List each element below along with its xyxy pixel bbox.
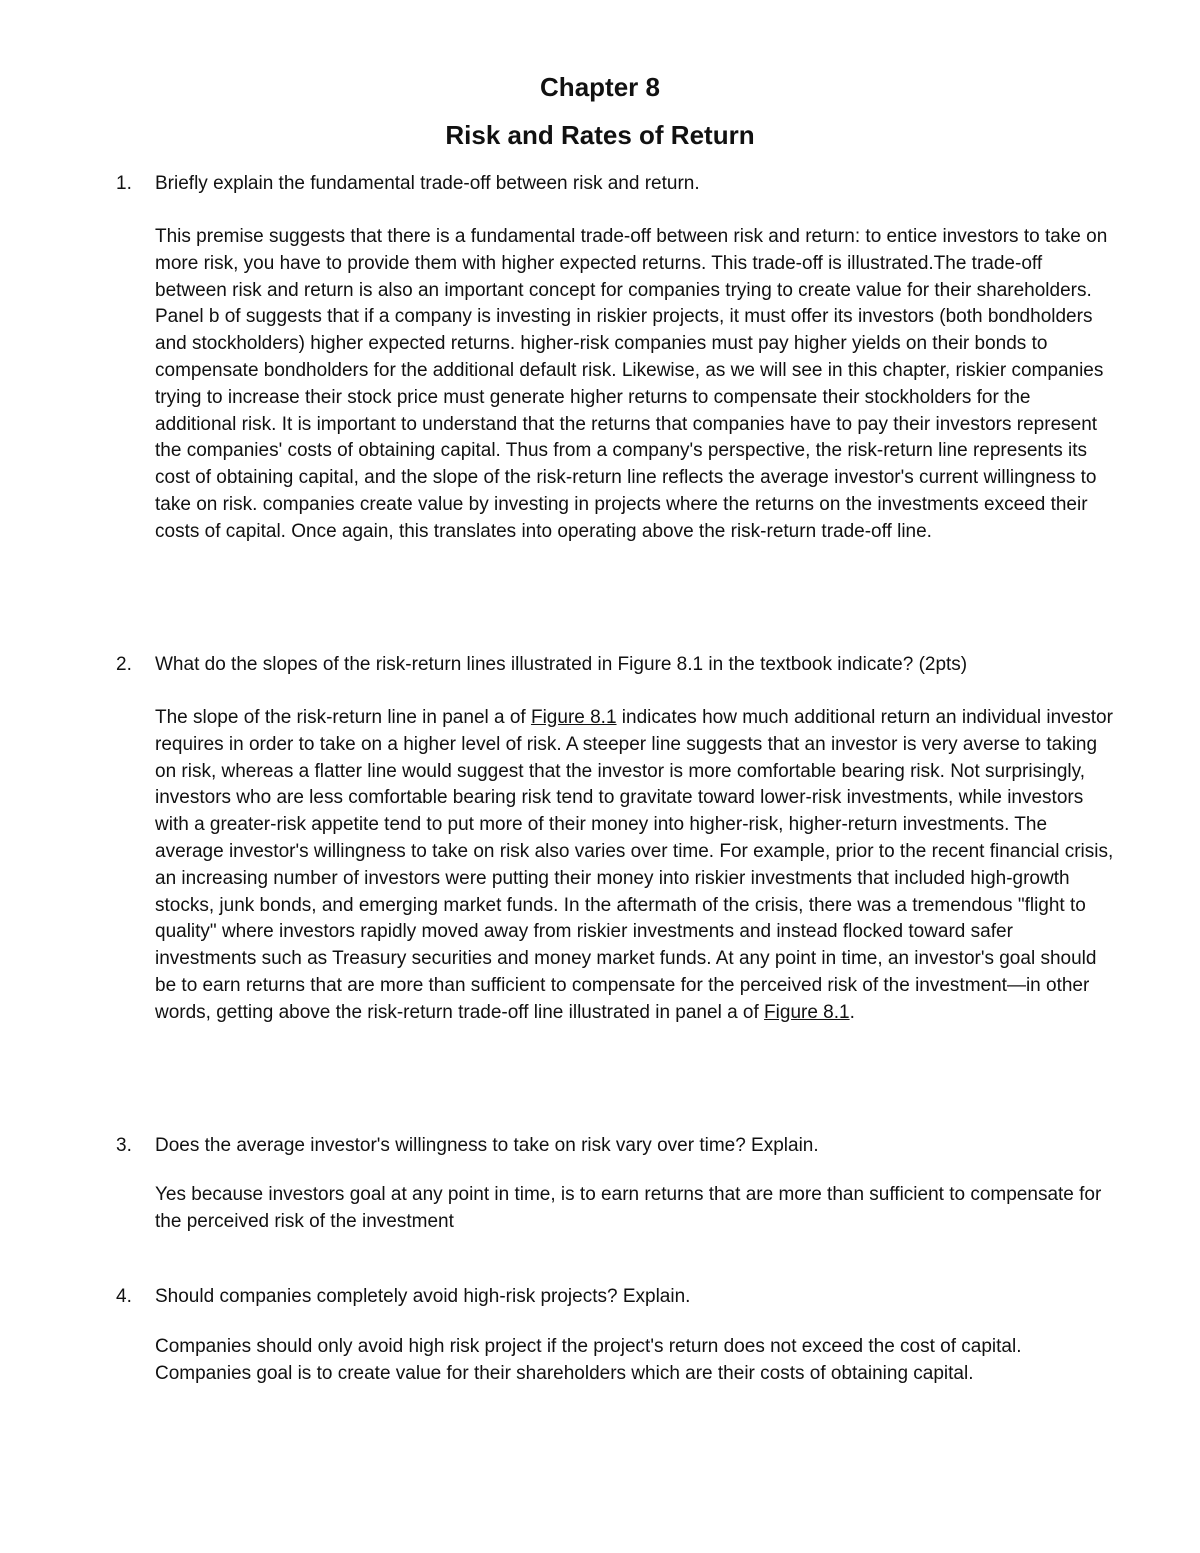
answer-text-part: indicates how much additional return an individual investor requires in order to take on a higher level of risk. A steeper line suggests that an investor is very averse to taking on risk, whereas a flatter line would suggest that the investor is more comfortable bearing risk. Not surprisingly, investors who are less comfortable bearing risk tend to gravitate toward lower-risk investments, while investors with a greater-risk appetite tend to put more of their money into higher-risk, higher-return investments. The average investor's willingness to take on risk also varies over time. For example, prior to the recent financial crisis, an increasing number of investors were putting their money into riskier investments that included high-growth stocks, junk bonds, and emerging market funds. In the aftermath of the crisis, there was a tremendous "flight to quality" where investors rapidly moved away from riskier investments and instead flocked toward safer investments such as Treasury securities and money market funds. At any point in time, an investor's goal should be to earn returns that are more than sufficient to compensate for the perceived risk of the investment—in other words, getting above the risk-return trade-off line illustrated in panel a of xyxy=(155,707,1114,1023)
question-text: What do the slopes of the risk-return lines illustrated in Figure 8.1 in the textbook indicate? (2pts) xyxy=(155,654,968,675)
question-text: Briefly explain the fundamental trade-off between risk and return. xyxy=(155,173,700,194)
question-number: 1. xyxy=(116,173,132,194)
answer-text-part: . xyxy=(849,1001,855,1023)
answer-text: Yes because investors goal at any point in time, is to earn returns that are more than sufficient to compensate for the perceived risk of the investment xyxy=(155,1184,1102,1232)
page-title: Risk and Rates of Return xyxy=(445,120,755,150)
chapter-heading: Chapter 8 xyxy=(540,72,660,102)
answer-text: Companies should only avoid high risk project if the project's return does not exceed the cost of capital. Companies goal is to create value for their shareholders which are their costs of obtaining capital. xyxy=(155,1336,1022,1384)
question-number: 2. xyxy=(116,654,132,675)
figure-8-1-link[interactable]: Figure 8.1 xyxy=(530,707,617,728)
question-number: 4. xyxy=(116,1286,132,1307)
answer-text: This premise suggests that there is a fundamental trade-off between risk and return: to entice investors to take on more risk, you have to provide them with higher expected returns. This trade-off is illustrated.The trade-off between risk and return is also an important concept for companies trying to create value for their shareholders. Panel b of suggests that if a company is investing in riskier projects, it must offer its investors (both bondholders and stockholders) higher expected returns. higher-risk companies must pay higher yields on their bonds to compensate bondholders for the additional default risk. Likewise, as we will see in this chapter, riskier companies trying to increase their stock price must generate higher returns to compensate their stockholders for the additional risk. It is important to understand that the returns that companies have to pay their investors represent the companies' costs of obtaining capital. Thus from a company's perspective, the risk-return line represents its cost of obtaining capital, and the slope of the risk-return line reflects the average investor's current willingness to take on risk. companies create value by investing in projects where the returns on the investments exceed their costs of capital. Once again, this translates into operating above the risk-return trade-off line. xyxy=(155,226,1108,542)
question-text: Should companies completely avoid high-risk projects? Explain. xyxy=(155,1286,691,1307)
answer-text xyxy=(155,705,1115,1027)
question-number: 3. xyxy=(116,1135,132,1156)
question-text: Does the average investor's willingness to take on risk vary over time? Explain. xyxy=(155,1135,819,1156)
answer-text-part: The slope of the risk-return line in panel a of xyxy=(155,707,531,728)
figure-8-1-link[interactable]: Figure 8.1 xyxy=(764,1001,850,1023)
